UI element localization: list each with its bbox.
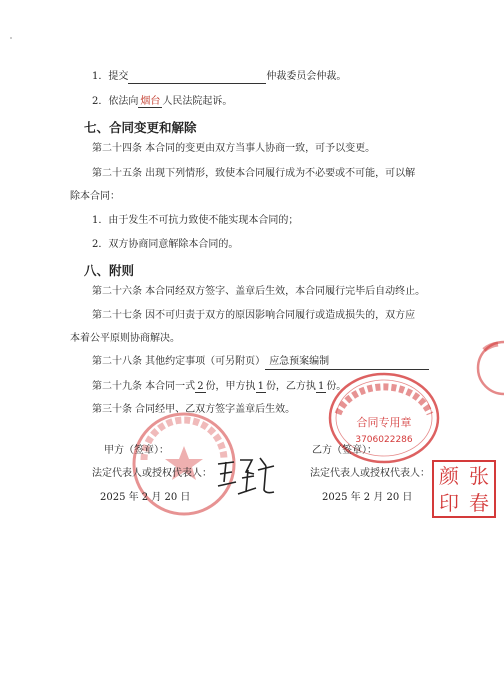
arbitration-option-2-suffix: 人民法院起诉。 [162, 96, 233, 107]
arbitration-option-1 [92, 70, 346, 84]
arbitration-option-2-prefix: 2．依法向 [92, 96, 139, 107]
arbitration-option-1-prefix: 1．提交 [92, 71, 129, 82]
party-a-representative-label: 法定代表人或授权代表人： [92, 468, 212, 479]
copies-total: 2 [197, 381, 204, 392]
article-27-line-2: 本着公平原则协商解决。 [70, 333, 180, 344]
article-26: 第二十六条 本合同经双方签字、盖章后生效，本合同履行完毕后自动终止。 [92, 286, 426, 297]
article-24: 第二十四条 本合同的变更由双方当事人协商一致，可予以变更。 [92, 143, 376, 154]
article-25-line-1: 第二十五条 出现下列情形，致使本合同履行成为不必要或不可能，可以解 [92, 168, 416, 179]
party-b-date: 2025 年 2 月 20 日 [322, 492, 413, 503]
article-29-text-d: 份。 [326, 381, 347, 392]
seal-char: 张 [469, 463, 489, 488]
article-28-label: 第二十八条 其他约定事项（可另附页） [92, 356, 266, 367]
party-a-handwritten-signature [214, 452, 278, 500]
arbitration-committee-blank [128, 71, 266, 84]
party-b-signature-label: 乙方（签章）： [312, 445, 377, 456]
seal-char: 颜 [439, 463, 459, 488]
party-a-signature-label: 甲方（签章）： [104, 445, 169, 456]
edge-seal-fragment [458, 338, 504, 398]
article-29-text-a: 第二十九条 本合同一式 [92, 381, 196, 392]
arbitration-option-1-suffix: 仲裁委员会仲裁。 [266, 71, 347, 82]
seal-char: 春 [469, 490, 489, 515]
personal-name-seal [432, 460, 496, 518]
copies-party-b: 1 [317, 381, 325, 392]
article-29 [92, 380, 346, 394]
arbitration-option-2 [92, 95, 232, 109]
article-25-item-2: 2．双方协商同意解除本合同的。 [92, 239, 239, 250]
court-city: 烟台 [140, 96, 161, 107]
copies-party-a: 1 [257, 381, 264, 392]
contract-seal-number: 3706022286 [355, 435, 413, 445]
article-28-value: 应急预案编制 [265, 355, 429, 370]
article-27-line-1: 第二十七条 因不可归责于双方的原因影响合同履行或造成损失的，双方应 [92, 310, 416, 321]
section-7-heading: 七、合同变更和解除 [84, 120, 197, 135]
section-8-heading: 八、附则 [84, 263, 135, 278]
article-29-text-c: 份，乙方执 [265, 381, 316, 392]
article-25-line-2: 除本合同： [70, 191, 120, 202]
scan-speck [10, 37, 12, 39]
article-30: 第三十条 合同经甲、乙双方签字盖章后生效。 [92, 404, 296, 415]
article-29-text-b: 份，甲方执 [205, 381, 256, 392]
contract-seal-label: 合同专用章 [356, 416, 412, 429]
party-a-date: 2025 年 2 月 20 日 [100, 492, 191, 503]
party-b-representative-label: 法定代表人或授权代表人： [310, 468, 430, 479]
seal-char: 印 [439, 490, 459, 515]
article-25-item-1: 1．由于发生不可抗力致使不能实现本合同的； [92, 215, 299, 226]
